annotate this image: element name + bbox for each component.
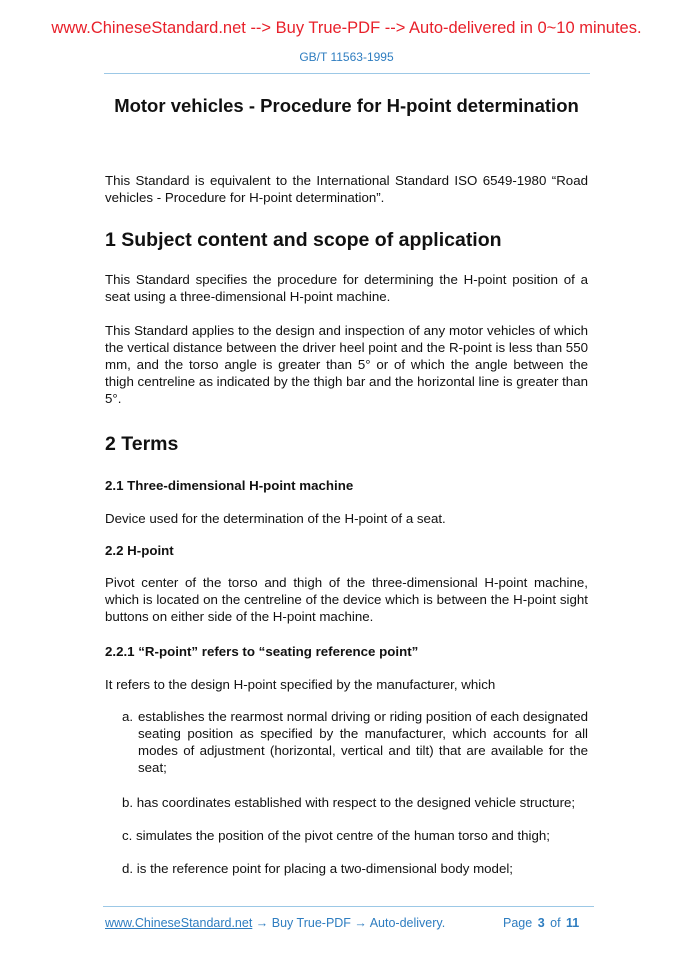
list-item-text: b. has coordinates established with respect to the designed vehicle structure; — [122, 795, 576, 810]
page-label: Page — [503, 916, 533, 930]
list-item-text: c. simulates the position of the pivot centre of the human torso and thigh; — [122, 828, 550, 843]
page-number: 3 — [537, 916, 545, 930]
purchase-banner[interactable]: www.ChineseStandard.net --> Buy True-PDF --> Auto-delivered in 0~10 minutes. — [51, 19, 642, 37]
term-2-2-heading: 2.2 H-point — [105, 543, 174, 558]
section-2-heading: 2 Terms — [105, 433, 179, 455]
list-item — [122, 794, 588, 811]
term-2-2-text: Pivot center of the torso and thigh of the three-dimensional H-point machine, which is located on the centreline of the device which is between the H-point sight buttons on either side of the H-point machine. — [105, 575, 588, 624]
section-1-heading: 1 Subject content and scope of application — [105, 229, 502, 251]
list-item-text: establishes the rearmost normal driving or riding position of each designated seating position as specified by the manufacturer, which accounts for all modes of adjustment (horizontal, vertical and tilt) that are available for the seat; — [138, 709, 588, 775]
section-1-paragraph-1: This Standard specifies the procedure for determining the H-point position of a seat using a three-dimensional H-point machine. — [105, 272, 588, 304]
intro-paragraph: This Standard is equivalent to the International Standard ISO 6549-1980 “Road vehicles - Procedure for H-point determination”. — [105, 173, 588, 205]
term-2-2-1-text: It refers to the design H-point specified by the manufacturer, which — [105, 677, 496, 692]
footer-rule — [103, 906, 594, 907]
header-rule — [104, 73, 590, 74]
page-total: 11 — [566, 916, 580, 930]
term-2-2-1-heading: 2.2.1 “R-point” refers to “seating reference point” — [105, 644, 419, 659]
page-title: Motor vehicles - Procedure for H-point determination — [114, 95, 579, 116]
term-2-1-heading: 2.1 Three-dimensional H-point machine — [105, 478, 354, 493]
list-marker: a. — [122, 709, 134, 724]
page-of: of — [550, 916, 561, 930]
term-2-1-text: Device used for the determination of the H-point of a seat. — [105, 511, 446, 526]
footer-link[interactable]: www.ChineseStandard.net — [105, 916, 253, 930]
document-code: GB/T 11563-1995 — [299, 50, 394, 64]
list-item-text: d. is the reference point for placing a two-dimensional body model; — [122, 861, 513, 876]
page-indicator — [503, 916, 579, 930]
list-item — [122, 708, 588, 776]
list-item — [122, 827, 588, 844]
list-item — [122, 860, 588, 877]
footer-promo — [105, 916, 445, 930]
section-1-paragraph-2: This Standard applies to the design and inspection of any motor vehicles of which the vertical distance between the driver heel point and the R-point is less than 550 mm, and the torso angle is greater than 5° or of which the angle between the thigh centreline as indicated by the thigh bar and the horizontal line is greater than 5°. — [105, 323, 588, 406]
footer-promo-text: → Buy True-PDF → Auto-delivery. — [252, 916, 446, 930]
